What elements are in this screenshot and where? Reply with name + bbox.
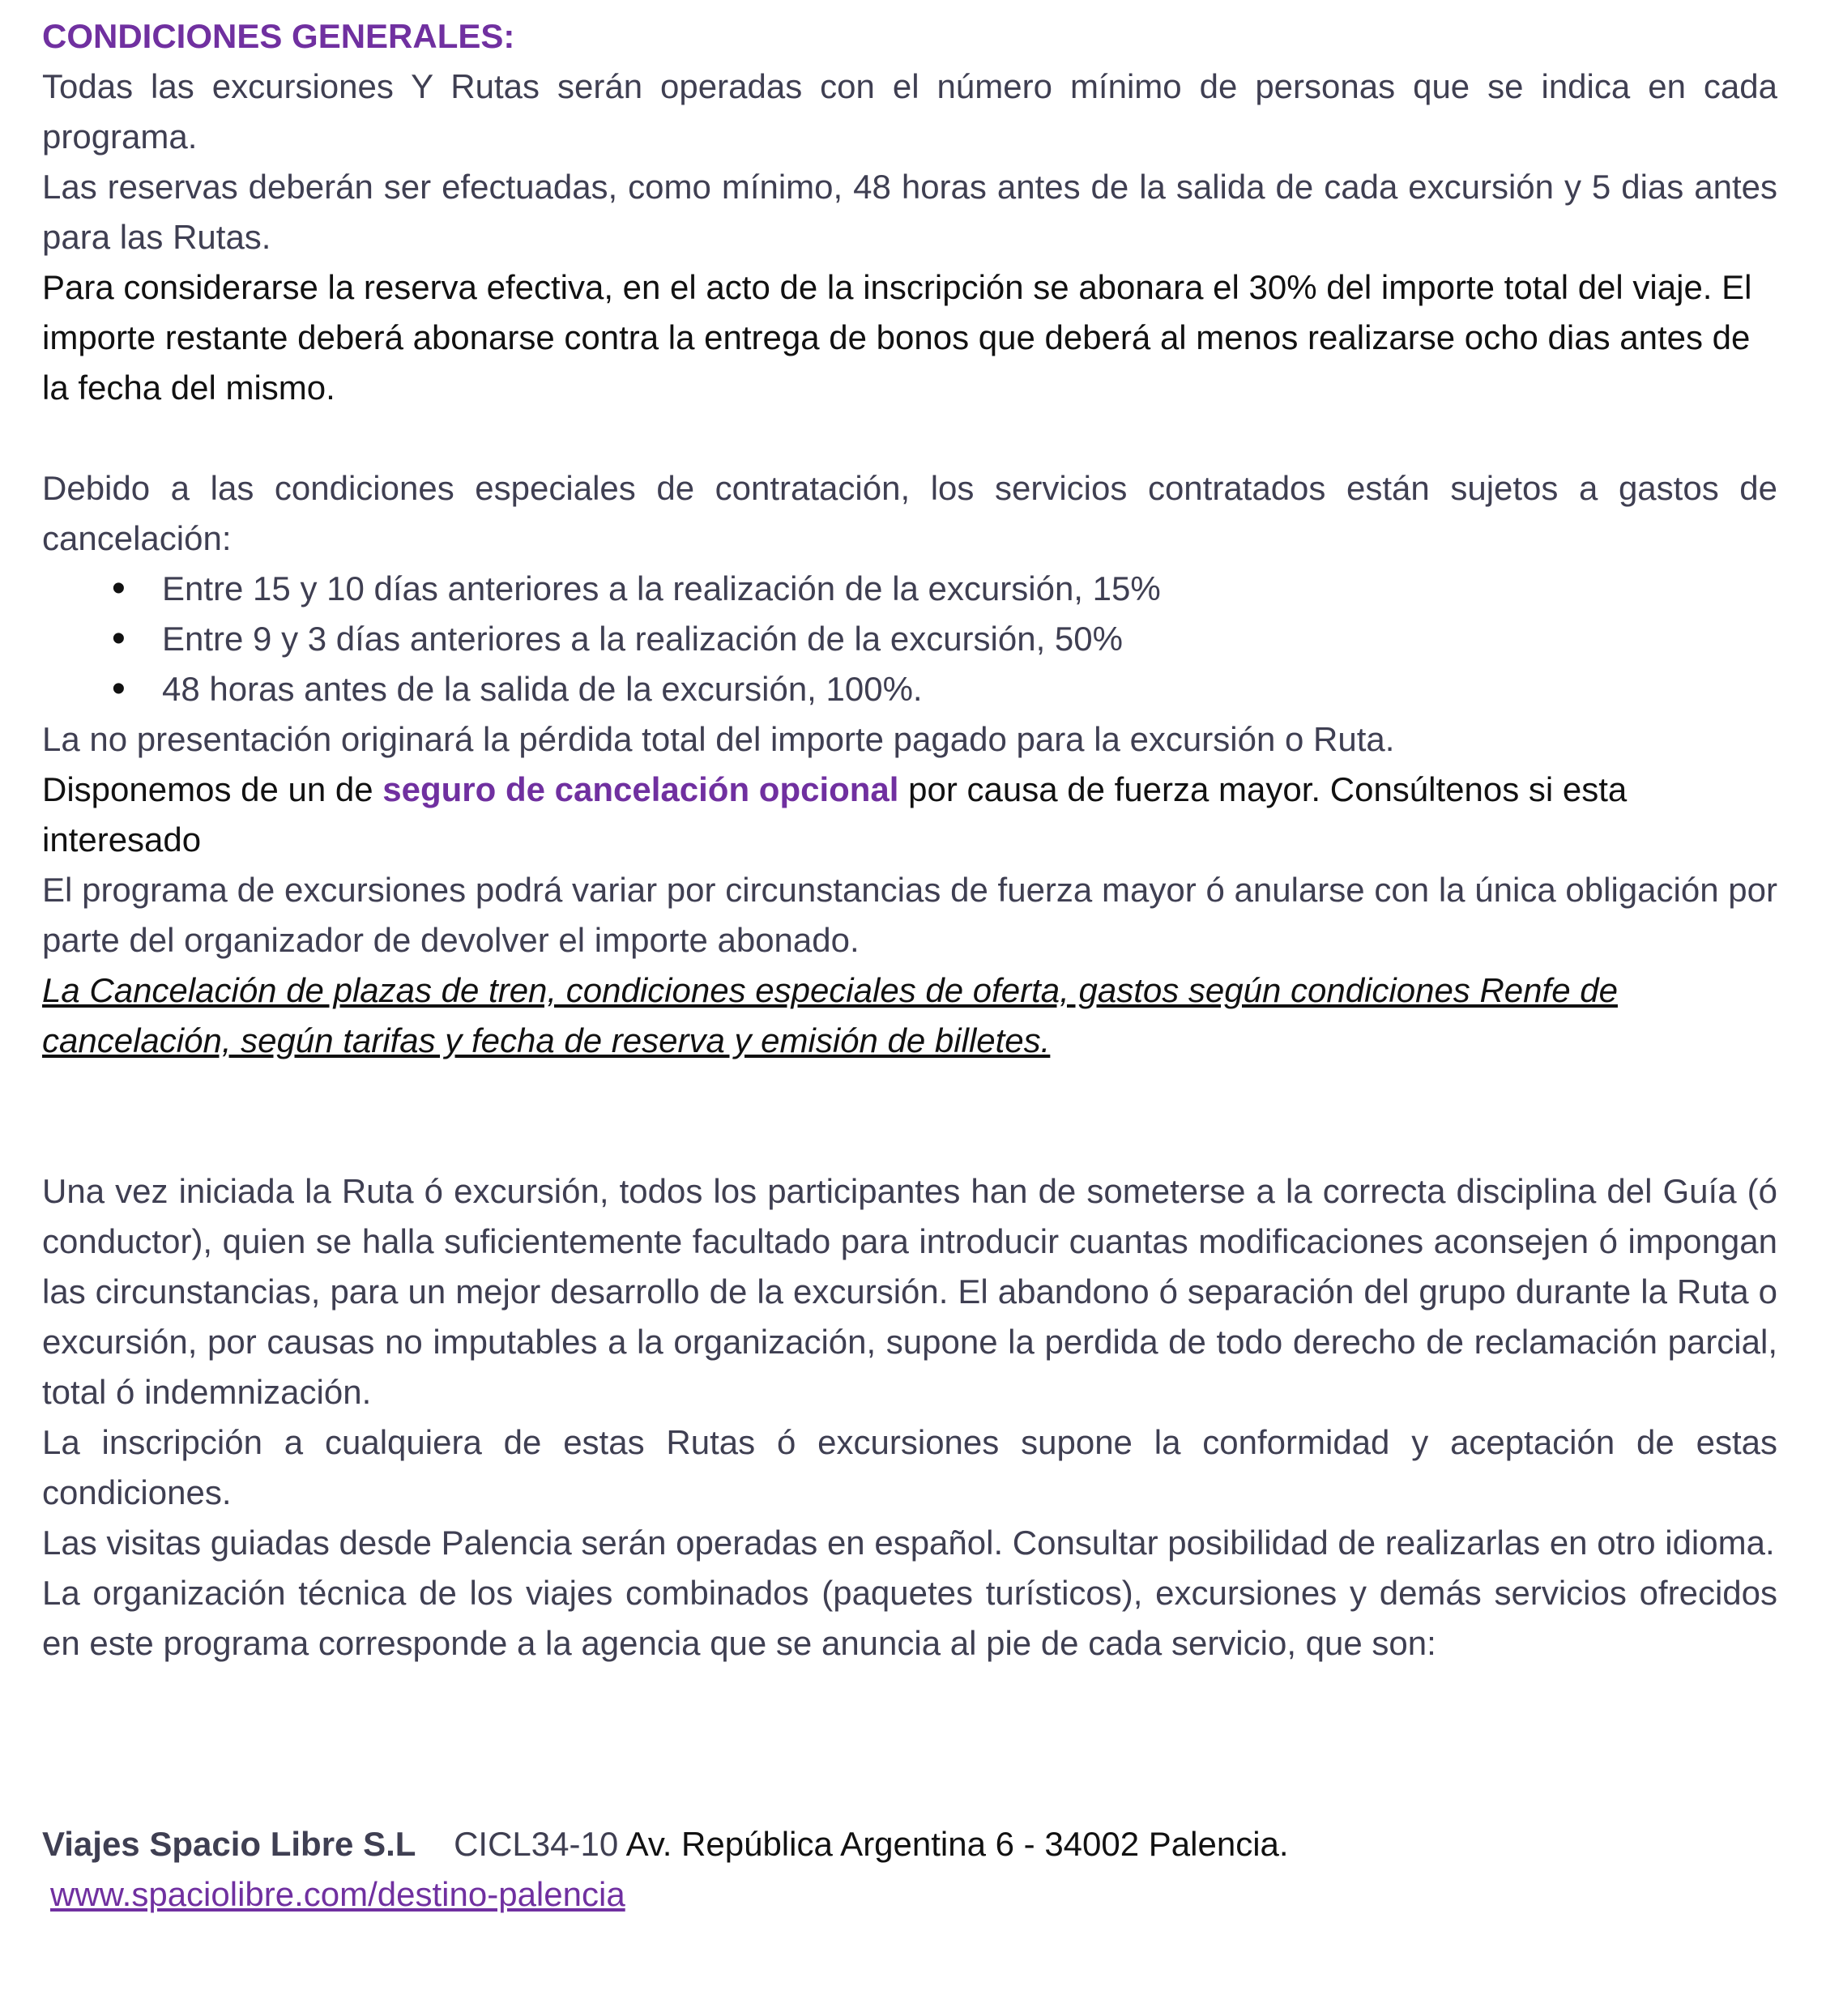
paragraph-insurance	[42, 765, 1777, 865]
agency-license-code: CICL34-10	[454, 1825, 619, 1863]
cancellation-fee-list	[42, 564, 1777, 714]
list-item: • 48 horas antes de la salida de la excursión, 100%.	[162, 664, 1777, 714]
agency-name: Viajes Spacio Libre S.L	[42, 1825, 416, 1863]
paragraph-language: Las visitas guiadas desde Palencia serán operadas en español. Consultar posibilidad de realizarlas en otro idioma.	[42, 1524, 1775, 1562]
spacer	[42, 413, 1777, 463]
spacer	[42, 1669, 1777, 1819]
paragraph-guide-discipline: Una vez iniciada la Ruta ó excursión, todos los participantes han de someterse a la correcta disciplina del Guía (ó conductor), quien se halla suficientemente facultado para introducir cuantas modificaciones aconsejen ó impongan las circunstancias, para un mejor desarrollo de la excursión. El abandono ó separación del grupo durante la Ruta o excursión, por causas no imputables a la organización, supone la perdida de todo derecho de reclamación parcial, total ó indemnización.	[42, 1172, 1777, 1411]
paragraph-program-variation: El programa de excursiones podrá variar por circunstancias de fuerza mayor ó anularse con la única obligación por parte del organizador de devolver el importe abonado.	[42, 871, 1777, 959]
insurance-text-before: Disponemos de un de	[42, 770, 383, 808]
footer-agency	[42, 1819, 1777, 1869]
insurance-text-after: por causa de fuerza mayor. Consúltenos si esta interesado	[42, 770, 1628, 859]
website-link[interactable]: www.spaciolibre.com/destino-palencia	[50, 1875, 625, 1913]
paragraph-conformity: La inscripción a cualquiera de estas Rutas ó excursiones supone la conformidad y aceptación de estas condiciones.	[42, 1423, 1777, 1511]
conditions-document	[42, 11, 1777, 1920]
paragraph-no-show: La no presentación originará la pérdida total del importe pagado para la excursión o Ruta.	[42, 720, 1395, 758]
agency-address: Av. República Argentina 6 - 34002 Palencia.	[625, 1825, 1289, 1863]
paragraph-reservation-deadline: Las reservas deberán ser efectuadas, como mínimo, 48 horas antes de la salida de cada excursión y 5 dias antes para las Rutas.	[42, 168, 1777, 256]
paragraph-organization: La organización técnica de los viajes combinados (paquetes turísticos), excursiones y demás servicios ofrecidos en este programa corresponde a la agencia que se anuncia al pie de cada servicio, que son:	[42, 1574, 1777, 1662]
footer-link-row	[42, 1869, 1777, 1920]
list-item: • Entre 9 y 3 días anteriores a la realización de la excursión, 50%	[162, 614, 1777, 664]
paragraph-payment: Para considerarse la reserva efectiva, en el acto de la inscripción se abonara el 30% del importe total del viaje. El importe restante deberá abonarse contra la entrega de bonos que deberá al menos realizarse ocho dias antes de la fecha del mismo.	[42, 268, 1752, 407]
spacer	[42, 1066, 1777, 1166]
paragraph-cancellation-intro: Debido a las condiciones especiales de contratación, los servicios contratados están sujetos a gastos de cancelación:	[42, 469, 1777, 557]
list-item: • Entre 15 y 10 días anteriores a la realización de la excursión, 15%	[162, 564, 1777, 614]
page-title: CONDICIONES GENERALES:	[42, 17, 515, 55]
paragraph-minimum-persons: Todas las excursiones Y Rutas serán operadas con el número mínimo de personas que se indica en cada programa.	[42, 67, 1777, 156]
insurance-highlight: seguro de cancelación opcional	[382, 770, 899, 808]
paragraph-train-cancellation: La Cancelación de plazas de tren, condiciones especiales de oferta, gastos según condiciones Renfe de cancelación, según tarifas y fecha de reserva y emisión de billetes.	[42, 971, 1618, 1059]
